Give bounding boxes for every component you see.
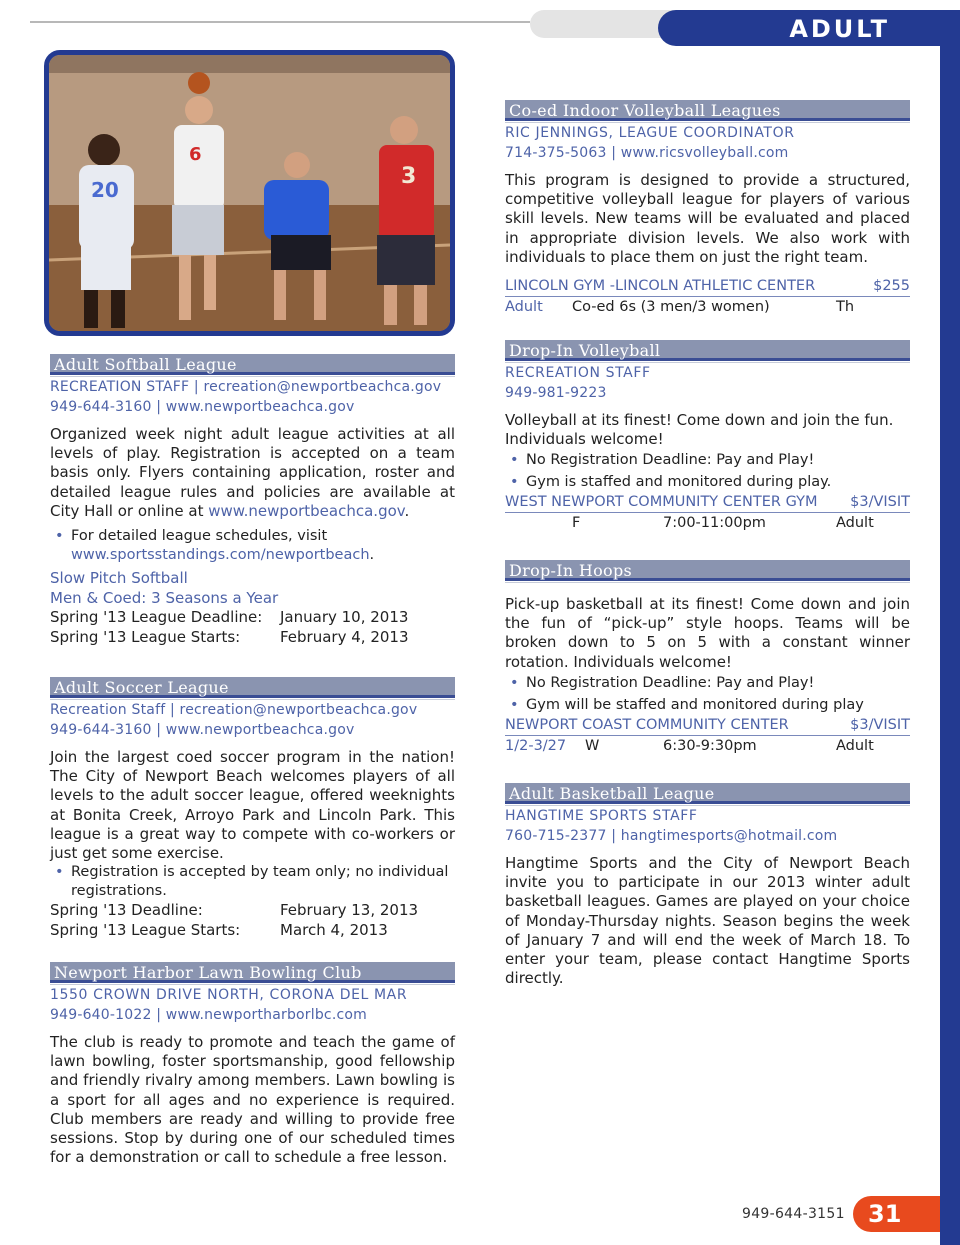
date-row: Spring '13 Deadline: February 13, 2013 bbox=[50, 901, 419, 920]
contact-line: RECREATION STAFF bbox=[505, 365, 651, 381]
soccer-section bbox=[50, 677, 455, 940]
location-name: WEST NEWPORT COMMUNITY CENTER GYM bbox=[505, 494, 818, 511]
section-title: Newport Harbor Lawn Bowling Club bbox=[50, 962, 455, 983]
time: 7:00-11:00pm bbox=[663, 515, 766, 532]
price: $255 bbox=[873, 278, 910, 295]
description: The club is ready to promote and teach the game of lawn bowling, foster sportsmanship, good fellowship and friendly rivalry among members. Lawn bowling is a sport for all ages and no experience is required. Club members are ready and willing to provide free sessions. Stop by during one of our scheduled times for a demonstration or call to schedule a free lesson. bbox=[50, 1033, 455, 1167]
section-title: Adult Basketball League bbox=[505, 783, 910, 804]
location-name: LINCOLN GYM -LINCOLN ATHLETIC CENTER bbox=[505, 278, 816, 295]
contact-line[interactable]: 949-981-9223 bbox=[505, 385, 607, 401]
contact-line[interactable]: RECREATION STAFF | recreation@newportbeachca.gov bbox=[50, 379, 442, 395]
list-item: • Gym is staffed and monitored during play. bbox=[505, 471, 910, 493]
list-item: • For detailed league schedules, visit www.sportsstandings.com/newportbeach. bbox=[50, 527, 455, 565]
softball-section bbox=[50, 354, 455, 647]
contact-line[interactable]: 949-644-3160 | www.newportbeachca.gov bbox=[50, 722, 355, 738]
league-type: Slow Pitch Softball bbox=[50, 569, 188, 588]
age-group: Adult bbox=[836, 515, 874, 532]
contact-line[interactable]: 949-644-3160 | www.newportbeachca.gov bbox=[50, 399, 355, 415]
jersey-number-6: 6 bbox=[189, 144, 202, 165]
description: Hangtime Sports and the City of Newport Beach invite you to participate in our 2013 winter adult basketball leagues. Games are played on your choice of Monday-Thursday nights. Season begins the week of January 7 and will end the week of March 18. To enter your team, please contact Hangtime Sports directly. bbox=[505, 854, 910, 988]
time: 6:30-9:30pm bbox=[663, 737, 757, 754]
description: This program is designed to provide a structured, competitive volleyball league for players of various skill levels. New teams will be evaluated and placed in appropriate division levels. We also work with individuals to place them on just the right team. bbox=[505, 171, 910, 266]
section-title: Drop-In Volleyball bbox=[505, 340, 910, 361]
location-row bbox=[505, 493, 910, 513]
section-title: Co-ed Indoor Volleyball Leagues bbox=[505, 100, 910, 121]
dropin-hoops-section bbox=[505, 560, 910, 756]
side-bar bbox=[940, 10, 960, 1245]
section-tab bbox=[658, 10, 960, 46]
price: $3/VISIT bbox=[850, 494, 910, 511]
description: Volleyball at its finest! Come down and join the fun. Individuals welcome! bbox=[505, 411, 894, 449]
schedule-link[interactable]: www.sportsstandings.com/newportbeach bbox=[71, 547, 370, 564]
jersey-number-20: 20 bbox=[91, 178, 119, 202]
footer-phone: 949-644-3151 bbox=[742, 1206, 845, 1222]
location-row bbox=[505, 716, 910, 736]
jersey-number-3: 3 bbox=[401, 164, 417, 189]
bullet-list bbox=[50, 527, 455, 565]
age-group: Adult bbox=[836, 737, 874, 754]
top-divider bbox=[30, 21, 530, 23]
bullet-list bbox=[505, 449, 910, 493]
description: Pick-up basketball at its finest! Come down and join the fun of “pick-up” style hoops. Teams will be broken down to 5 on 5 with a constant winner rotation. Individuals welcome! bbox=[505, 595, 910, 671]
dropin-volleyball-section bbox=[505, 340, 910, 533]
format: Co-ed 6s (3 men/3 women) bbox=[572, 299, 770, 316]
date-row: Spring '13 League Deadline: January 10, 2013 bbox=[50, 608, 409, 627]
list-item: • No Registration Deadline: Pay and Play! bbox=[505, 672, 910, 694]
address-line: 1550 CROWN DRIVE NORTH, CORONA DEL MAR bbox=[50, 987, 408, 1003]
basketball-photo bbox=[44, 50, 455, 336]
contact-line[interactable]: Recreation Staff | recreation@newportbeachca.gov bbox=[50, 702, 418, 718]
contact-line[interactable]: 714-375-5063 | www.ricsvolleyball.com bbox=[505, 145, 789, 161]
bullet-list bbox=[50, 863, 455, 901]
age-group: Adult bbox=[505, 299, 543, 316]
schedule-row bbox=[505, 736, 910, 756]
section-title: Adult Softball League bbox=[50, 354, 455, 375]
contact-line: RIC JENNINGS, LEAGUE COORDINATOR bbox=[505, 125, 795, 141]
dates: 1/2-3/27 bbox=[505, 737, 567, 754]
day: Th bbox=[836, 299, 855, 316]
volleyball-league-section bbox=[505, 100, 910, 317]
league-seasons: Men & Coed: 3 Seasons a Year bbox=[50, 588, 279, 607]
day: F bbox=[572, 515, 581, 532]
list-item: • Gym will be staffed and monitored during play bbox=[505, 694, 910, 716]
website-link[interactable]: www.newportbeachca.gov bbox=[208, 501, 405, 520]
schedule-row bbox=[505, 297, 910, 317]
description: Organized week night adult league activities at all levels of play. Registration is accepted on a team basis only. Flyers containing application, roster and detailed league rules and policies are available at City Hall or online at www.newportbeachca.gov. bbox=[50, 425, 455, 520]
lawn-bowling-section bbox=[50, 962, 455, 1167]
contact-line[interactable]: 949-640-1022 | www.newportharborlbc.com bbox=[50, 1007, 367, 1023]
location-row bbox=[505, 277, 910, 297]
list-item: • No Registration Deadline: Pay and Play! bbox=[505, 449, 910, 471]
description: Join the largest coed soccer program in the nation! The City of Newport Beach welcomes players of all levels to the adult soccer league, offered weeknights at Bonita Creek, Arroyo Park and Lincoln Park. This league is a great way to compete with co-workers or just get some exercise. bbox=[50, 748, 455, 863]
date-row: Spring '13 League Starts: March 4, 2013 bbox=[50, 920, 388, 939]
bullet-list bbox=[505, 672, 910, 716]
day: W bbox=[585, 737, 600, 754]
price: $3/VISIT bbox=[850, 716, 910, 733]
contact-line: HANGTIME SPORTS STAFF bbox=[505, 808, 698, 824]
list-item: • Registration is accepted by team only; no individual registrations. bbox=[50, 863, 455, 901]
schedule-row bbox=[505, 513, 910, 533]
page-number: 31 bbox=[853, 1196, 940, 1232]
section-title: Drop-In Hoops bbox=[505, 560, 910, 581]
basketball-league-section bbox=[505, 783, 910, 988]
date-row: Spring '13 League Starts: February 4, 2013 bbox=[50, 627, 409, 646]
section-label: ADULT bbox=[789, 15, 890, 43]
section-title: Adult Soccer League bbox=[50, 677, 455, 698]
contact-line[interactable]: 760-715-2377 | hangtimesports@hotmail.com bbox=[505, 828, 838, 844]
location-name: NEWPORT COAST COMMUNITY CENTER bbox=[505, 716, 789, 733]
